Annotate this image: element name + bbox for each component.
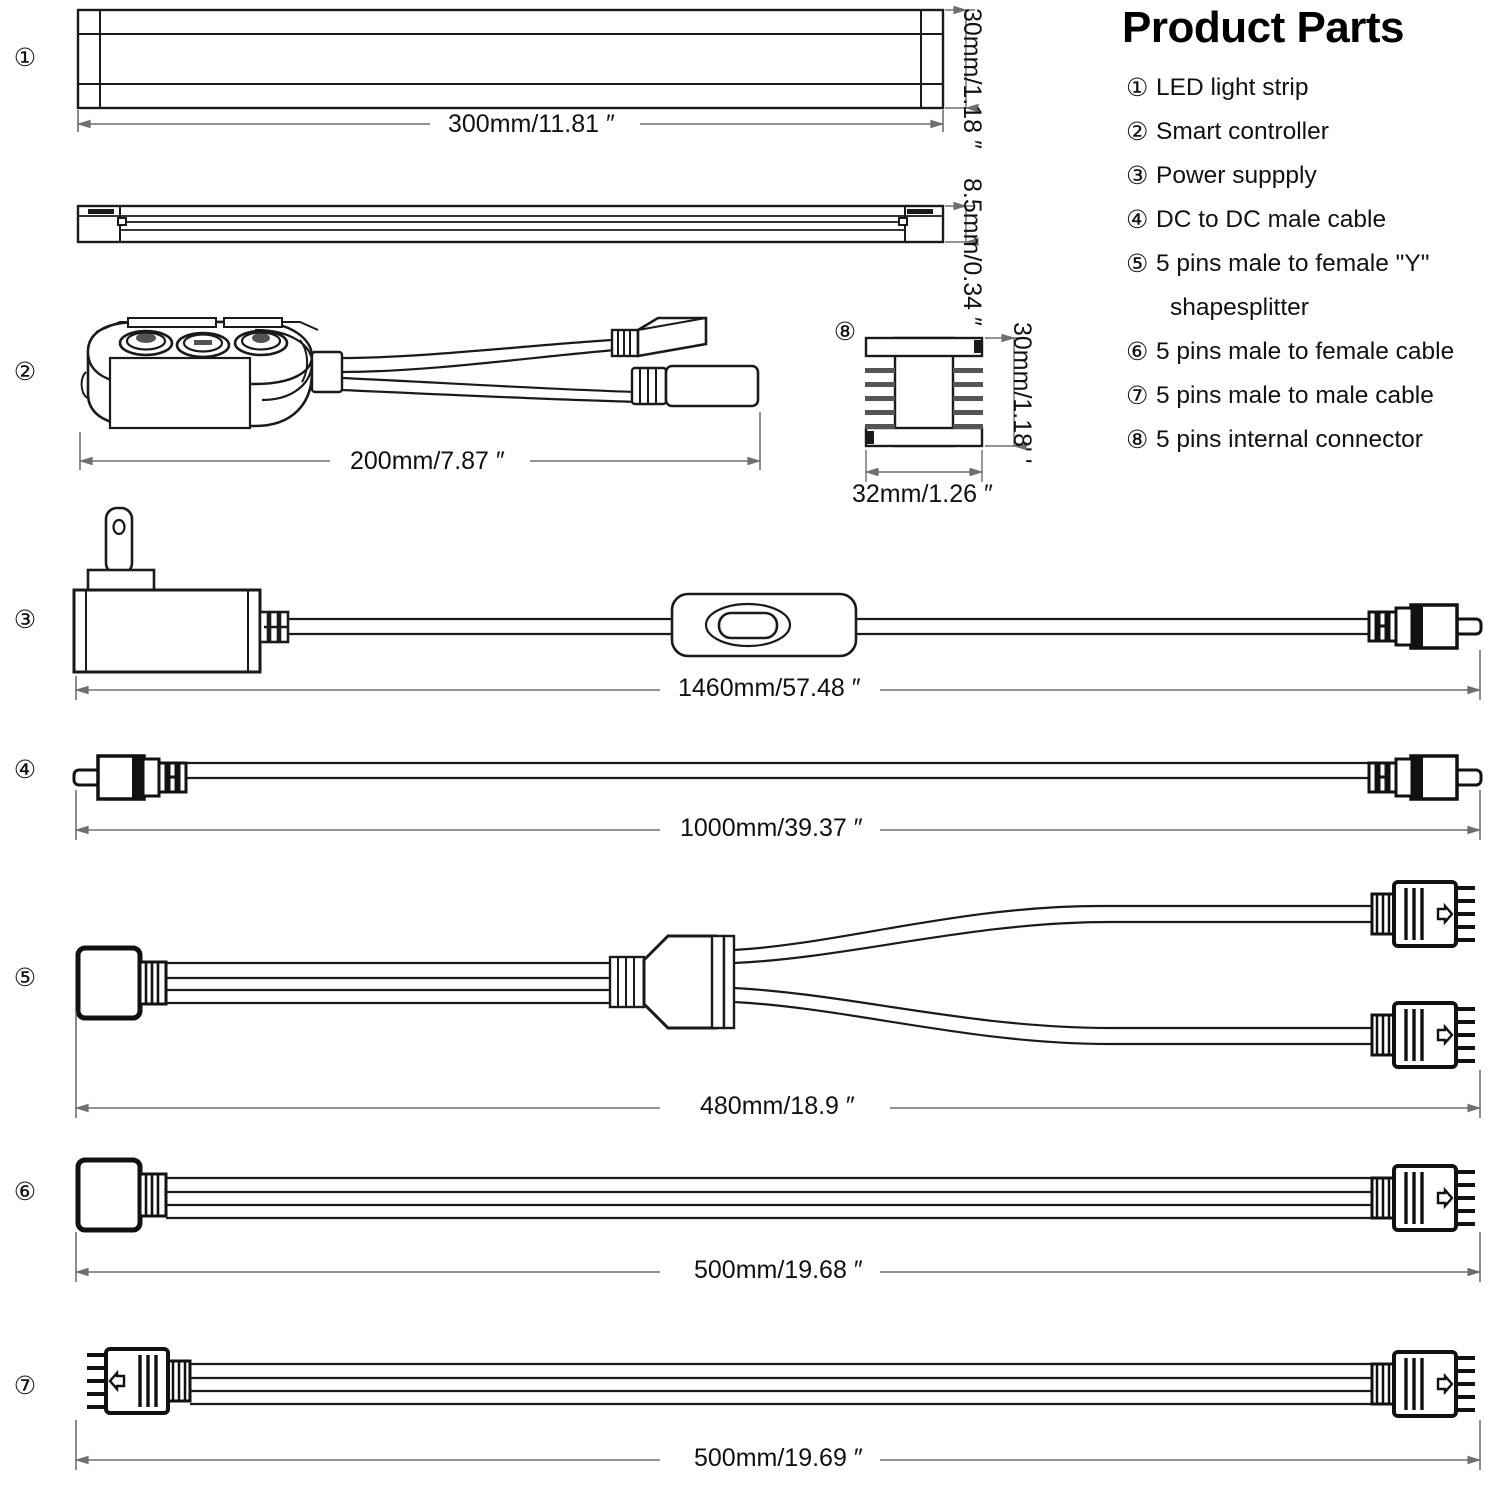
dc-to-dc-cable-drawing <box>74 756 1481 799</box>
legend-item-6 <box>1112 330 1498 374</box>
legend-label-6: 5 pins male to female cable <box>1156 338 1455 365</box>
page-title: Product Parts <box>1122 3 1405 52</box>
dimension-label-dcdc-length: 1000mm/39.37 ″ <box>680 814 863 842</box>
marker-item-2: ② <box>13 358 37 386</box>
legend-label-5: 5 pins male to female "Y" <box>1156 250 1430 277</box>
dimension-label-strip-height: 30mm/1.18 ″ <box>958 8 986 149</box>
legend-num-6: ⑥ <box>1126 338 1149 366</box>
marker-item-6: ⑥ <box>13 1178 37 1206</box>
legend-num-1: ① <box>1126 74 1149 102</box>
legend-item-4 <box>1112 198 1498 242</box>
dimension-label-mf-cable-length: 500mm/19.68 ″ <box>694 1256 863 1284</box>
legend-num-3: ③ <box>1126 162 1149 190</box>
marker-item-4: ④ <box>13 756 37 784</box>
legend-num-7: ⑦ <box>1126 382 1149 410</box>
male-to-male-cable-drawing <box>87 1349 1475 1416</box>
dimension-label-power-length: 1460mm/57.48 ″ <box>678 674 861 702</box>
legend-label-4: DC to DC male cable <box>1156 206 1387 233</box>
legend-num-8: ⑧ <box>1126 426 1149 454</box>
internal-connector-drawing <box>865 338 983 446</box>
led-strip-front-view <box>78 10 943 108</box>
legend-item-5 <box>1112 242 1498 286</box>
dimension-label-splitter-length: 480mm/18.9 ″ <box>700 1092 855 1120</box>
legend-label-7: 5 pins male to male cable <box>1156 382 1434 409</box>
marker-item-1: ① <box>13 44 37 72</box>
legend-label-2: Smart controller <box>1156 118 1329 145</box>
legend-num-2: ② <box>1126 118 1149 146</box>
legend-panel <box>1112 0 1498 480</box>
marker-item-3: ③ <box>13 606 37 634</box>
dimension-label-mm-cable-length: 500mm/19.69 ″ <box>694 1444 863 1472</box>
y-splitter-drawing <box>78 882 1475 1067</box>
marker-item-8: ⑧ <box>833 318 857 346</box>
legend-num-5: ⑤ <box>1126 250 1149 278</box>
dimension-label-controller-length: 200mm/7.87 ″ <box>350 447 505 475</box>
smart-controller-drawing <box>82 318 758 428</box>
dimension-label-strip-depth: 8.5mm/0.34 ″ <box>958 178 986 326</box>
marker-item-7: ⑦ <box>13 1372 37 1400</box>
legend-item-3 <box>1112 154 1498 198</box>
legend-item-7 <box>1112 374 1498 418</box>
dimension-label-connector-height: 30mm/1.18' ' <box>1008 322 1036 464</box>
legend-item-2 <box>1112 110 1498 154</box>
legend-label-1: LED light strip <box>1156 74 1309 101</box>
dimension-label-connector-width: 32mm/1.26 ″ <box>852 480 993 508</box>
legend-num-4: ④ <box>1126 206 1149 234</box>
legend-item-1 <box>1112 66 1498 110</box>
marker-item-5: ⑤ <box>13 964 37 992</box>
male-to-female-cable-drawing <box>78 1160 1475 1230</box>
power-supply-drawing <box>74 508 1481 672</box>
led-strip-side-view <box>78 206 943 242</box>
legend-label-3: Power suppply <box>1156 162 1317 189</box>
legend-list <box>1112 66 1498 462</box>
legend-label-8: 5 pins internal connector <box>1156 426 1423 453</box>
legend-label-5-continued: shapesplitter <box>1170 294 1309 321</box>
dimension-label-strip-length: 300mm/11.81 ″ <box>448 110 615 138</box>
legend-item-8 <box>1112 418 1498 462</box>
